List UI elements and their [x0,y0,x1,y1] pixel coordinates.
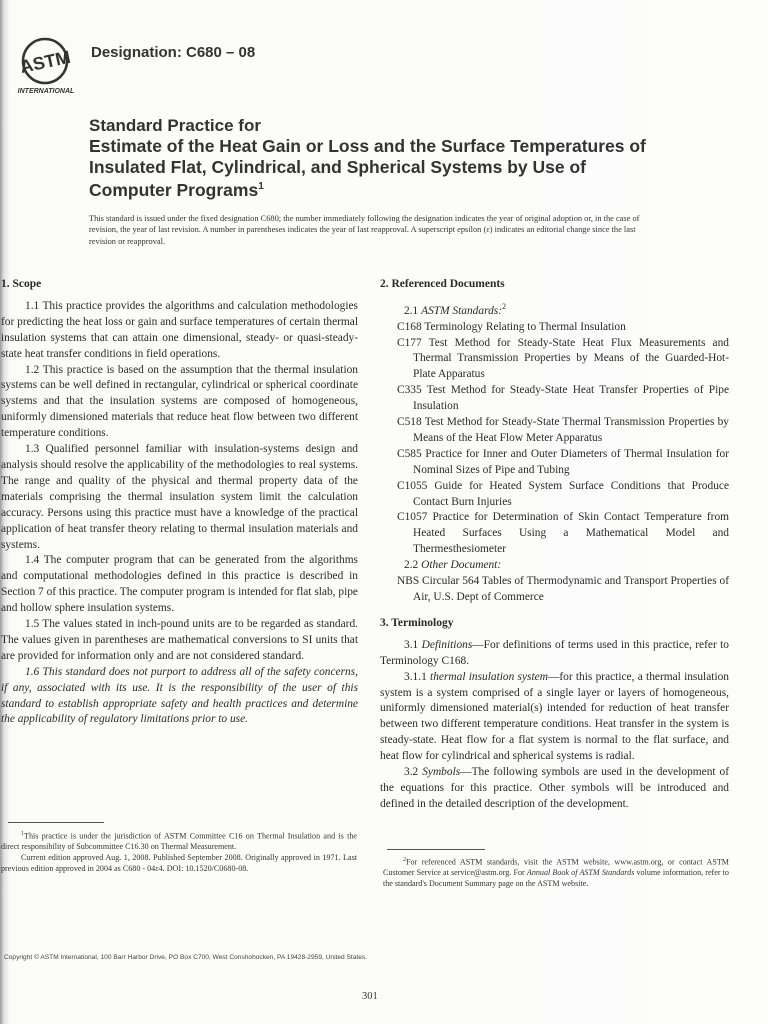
page-number: 301 [362,991,378,1002]
title-prefix: Standard Practice for [89,116,261,135]
footnote-divider-left [8,822,104,823]
designation-number: Designation: C680 – 08 [91,44,256,61]
footnote-divider-right [387,849,485,850]
paragraph-1-6: 1.6 This standard does not purport to address all of the safety concerns, if any, associated with its use. It is the responsibility of the user of this standard to establish appropriate safety and health practices and determine the applicability of regulatory limitations prior to use. [1,665,358,726]
astm-logo-icon [11,34,81,96]
subsection-2-2: 2.2 Other Document: [404,559,502,572]
paragraph-1-2: 1.2 This practice is based on the assumption that the thermal insulation systems can be well defined in rectangular, cylindrical or spherical coordinate systems and that the insulation systems are composed of homogeneous, uniformly dimensioned materials that reduce heat flow between two different temperature conditions. [1,363,358,440]
section-heading-scope: 1. Scope [1,278,42,290]
reference-c168: C168 Terminology Relating to Thermal Insulation [397,320,626,333]
copyright-notice: Copyright © ASTM International, 100 Barr Harbor Drive, PO Box C700, West Conshohocken, PA 19428-2959, United States. [4,954,368,961]
footnote-2: $^2$For referenced ASTM standards, visit the ASTM website, www.astm.org, or contact ASTM Customer Service at service@astm.org. For Annual Book of ASTM Standards volume information, refer to the standard's Document Summary page on the ASTM website. [383,857,729,889]
svg-text:INTERNATIONAL: INTERNATIONAL [17,88,75,95]
right-column [380,277,729,813]
reference-nbs-circular: NBS Circular 564 Tables of Thermodynamic and Transport Properties of Air, U.S. Dept of Commerce [397,575,729,604]
paragraph-1-4: 1.4 The computer program that can be generated from the algorithms and computational methodologies defined in this practice is described in Section 7 of this practice. The computer program is intended for flat slab, pipe and hollow sphere insulation systems. [1,554,358,615]
paragraph-1-5: 1.5 The values stated in inch-pound units are to be regarded as standard. The values given in parentheses are mathematical conversions to SI units that are provided for information only and are not considered standard. [1,618,358,662]
reference-c177: C177 Test Method for Steady-State Heat Flux Measurements and Thermal Transmission Properties by Means of the Guarded-Hot-Plate Apparatus [397,336,729,381]
standard-title [89,116,649,200]
paragraph-1-3: 1.3 Qualified personnel familiar with insulation-systems design and analysis should resolve the applicability of the methodologies to real systems. The range and quality of the physical and thermal property data of the materials comprising the thermal insulation system limit the calculation accuracy. Persons using this practice must have a knowledge of the practical application of heat transfer theory relating to thermal insulation materials and systems. [1,443,358,551]
paragraph-3-2: 3.2 Symbols—The following symbols are used in the development of the equations for this practice. Other symbols will be introduced and defined in the detailed description of the development. [380,766,729,810]
left-column [1,277,358,728]
reference-c1057: C1057 Practice for Determination of Skin Contact Temperature from Heated Surfaces Using a Mathematical Model and Thermesthesiometer [397,511,729,556]
section-heading-terminology: 3. Terminology [380,616,454,629]
paragraph-3-1: 3.1 Definitions—For definitions of terms used in this practice, refer to Terminology C168. [380,638,729,667]
title-footnote-marker: 1 [258,181,264,192]
paragraph-1-1: 1.1 This practice provides the algorithms and calculation methodologies for predicting the heat loss or gain and surface temperatures of certain thermal insulation systems that can attain one dimensional, steady- or quasi-steady-state heat transfer conditions in field operations. [1,299,358,360]
reference-c1055: C1055 Guide for Heated System Surface Conditions that Produce Contact Burn Injuries [397,479,729,508]
subsection-2-1: 2.1 ASTM Standards:$^2$ [404,301,507,317]
reference-c335: C335 Test Method for Steady-State Heat Transfer Properties of Pipe Insulation [397,384,729,413]
reference-c585: C585 Practice for Inner and Outer Diameters of Thermal Insulation for Nominal Sizes of Pipe and Tubing [397,447,729,476]
title-main: Estimate of the Heat Gain or Loss and the Surface Temperatures of Insulated Flat, Cylindrical, and Spherical Systems by Use of Computer Programs$^1$ [89,136,646,200]
svg-text:ASTM: ASTM [18,46,73,78]
section-heading-referenced-documents: 2. Referenced Documents [380,278,505,290]
footnote-1: $^1$This practice is under the jurisdiction of ASTM Committee C16 on Thermal Insulation and is the direct responsibility of Subcommittee C16.30 on Thermal Measurement. Current edition approved Aug. 1, 2008. Published September 2008. Originally approved in 1971. Last previous edition approved in 2004 as C680 - 04ε4. DOI: 10.1520/C0680-08. [1,831,357,874]
issue-note: This standard is issued under the fixed designation C680; the number immediately following the designation indicates the year of original adoption or, in the case of revision, the year of last revision. A number in parentheses indicates the year of last reapproval. A superscript epsilon (ε) indicates an editorial change since the last revision or reapproval. [89,214,640,246]
reference-c518: C518 Test Method for Steady-State Thermal Transmission Properties by Means of the Heat Flow Meter Apparatus [397,416,729,444]
paragraph-3-1-1: 3.1.1 thermal insulation system—for this practice, a thermal insulation system is a system comprised of a single layer or layers of homogeneous, uniformly dimensioned material(s) intended for reduction of heat transfer between two different temperature conditions. Heat transfer in the system is steady-state. Heat flow for a flat system is normal to the flat surface, and heat flow for cylindrical and spherical systems is radial. [380,670,729,763]
